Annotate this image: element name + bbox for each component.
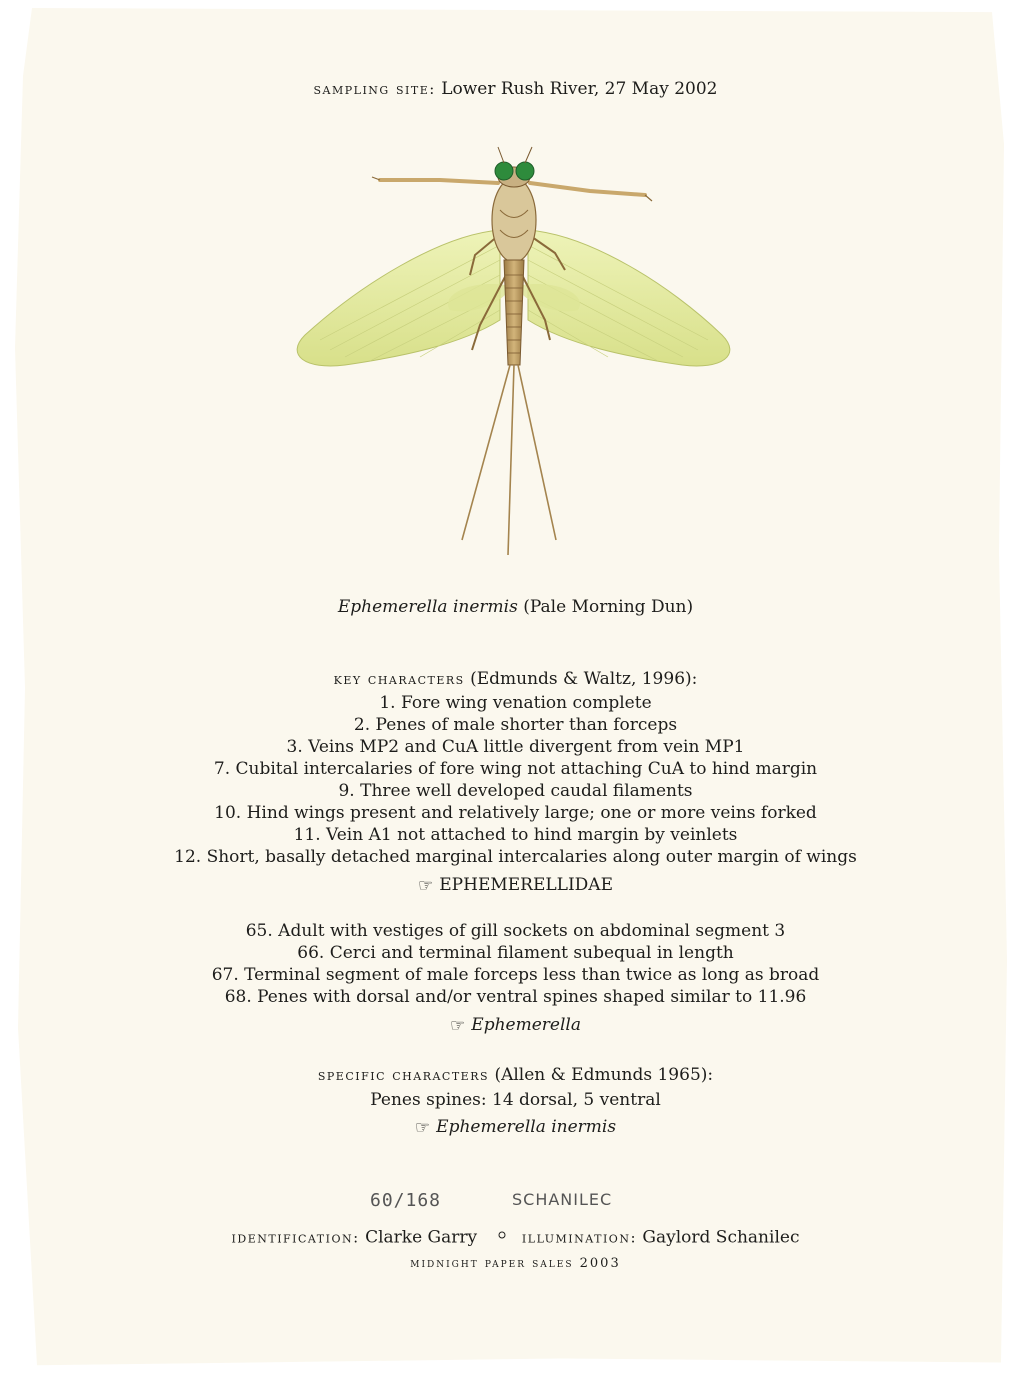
right-eye [516, 162, 534, 180]
specific-characters-item: Penes spines: 14 dorsal, 5 ventral [370, 1090, 661, 1110]
list-item: 9. Three well developed caudal filaments [338, 781, 693, 801]
pointing-hand-icon: ☞ [418, 876, 434, 896]
list-item: 68. Penes with dorsal and/or ventral spines shaped similar to 11.96 [224, 987, 807, 1007]
genus-result-text: Ephemerella [471, 1015, 581, 1035]
list-item: 65. Adult with vestiges of gill sockets on abdominal segment 3 [245, 921, 786, 941]
list-item: 1. Fore wing venation complete [379, 693, 652, 713]
left-eye [495, 162, 513, 180]
identification-label: identification: [231, 1228, 360, 1247]
family-result [0, 874, 1031, 896]
identification-name: Clarke Garry [365, 1227, 478, 1248]
key-characters-label: key characters [333, 670, 465, 688]
terminal-filament [508, 365, 514, 555]
crescent-press-mark-icon [487, 1220, 513, 1256]
list-item: 7. Cubital intercalaries of fore wing not attaching CuA to hind margin [213, 759, 818, 779]
species-latin: Ephemerella inermis [337, 597, 518, 617]
sampling-site-text: Lower Rush River, 27 May 2002 [441, 79, 718, 99]
specific-characters-ref: (Allen & Edmunds 1965): [494, 1065, 714, 1085]
mayfly-abdomen [504, 260, 524, 365]
species-name [0, 596, 1031, 618]
illumination-name: Gaylord Schanilec [642, 1227, 800, 1248]
key-characters-ref: (Edmunds & Waltz, 1996): [470, 669, 698, 689]
specific-characters-heading [0, 1064, 1031, 1086]
pointing-hand-icon: ☞ [414, 1118, 431, 1138]
species-result [0, 1116, 1031, 1138]
list-item: 67. Terminal segment of male forceps less than twice as long as broad [211, 965, 820, 985]
list-item: 10. Hind wings present and relatively large; one or more veins forked [214, 803, 817, 823]
illumination-label: illumination: [521, 1228, 637, 1247]
credits-line [0, 1220, 1031, 1256]
list-item: 66. Cerci and terminal filament subequal in length [297, 943, 734, 963]
mayfly-illustration [0, 135, 1031, 575]
list-item: 11. Vein A1 not attached to hind margin by veinlets [293, 825, 738, 845]
sampling-site-label: sampling site: [313, 80, 436, 98]
right-cercus [518, 365, 556, 540]
mayfly-thorax [492, 178, 536, 262]
species-result-text: Ephemerella inermis [436, 1117, 617, 1137]
key-characters-heading [0, 668, 1031, 690]
specific-characters-label: specific characters [317, 1066, 490, 1084]
genus-result [0, 1014, 1031, 1036]
list-item: 2. Penes of male shorter than forceps [353, 715, 678, 735]
species-common: (Pale Morning Dun) [523, 597, 694, 617]
left-cercus [462, 365, 510, 540]
artist-signature: SCHANILEC [512, 1190, 613, 1209]
key-characters-list [0, 692, 1031, 868]
edition-number: 60/168 [370, 1190, 442, 1211]
publisher-line: midnight paper sales 2003 [410, 1256, 621, 1271]
pointing-hand-icon: ☞ [450, 1016, 466, 1036]
list-item: 3. Veins MP2 and CuA little divergent from vein MP1 [286, 737, 745, 757]
sampling-site-line [0, 78, 1031, 100]
family-result-text: EPHEMERELLIDAE [439, 875, 613, 895]
list-item: 12. Short, basally detached marginal intercalaries along outer margin of wings [174, 847, 857, 867]
genus-characters-list [0, 920, 1031, 1008]
